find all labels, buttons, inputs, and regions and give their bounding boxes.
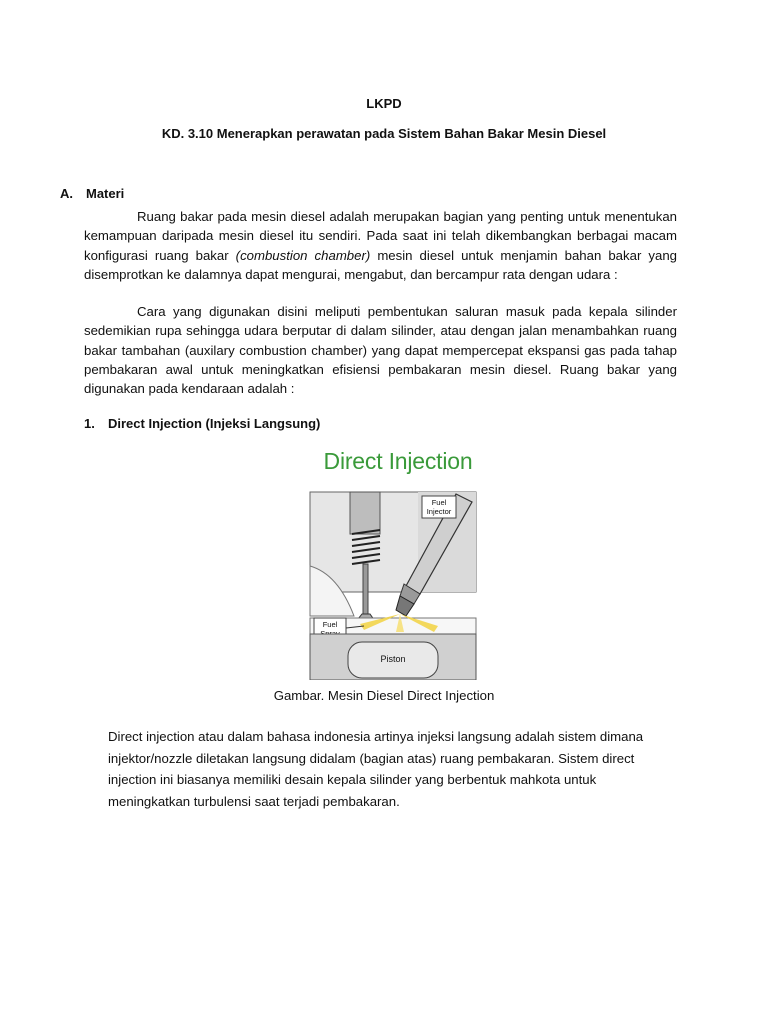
label-piston: Piston: [380, 654, 406, 664]
paragraph-3: Direct injection atau dalam bahasa indonesia artinya injeksi langsung adalah sistem dimana injektor/nozzle diletakan langsung didalam (bagian atas) ruang pembakaran. Sistem direct injection ini biasanya memiliki desain kepala silinder yang berbentuk mahkota untuk meningkatkan turbulensi saat terjadi pembakaran.: [108, 729, 644, 809]
section-a-heading: [60, 186, 124, 201]
item-1-label: Direct Injection (Injeksi Langsung): [108, 416, 321, 431]
valve-housing: [350, 492, 380, 534]
paragraph-1-text-before: Ruang bakar pada mesin diesel adalah merupakan bagian yang penting untuk menentukan kemampuan daripada mesin diesel itu sendiri. Pada saat ini telah dikembangkan berbagai macam konfigurasi ruang bakar: [84, 209, 677, 263]
figure-caption: Gambar. Mesin Diesel Direct Injection: [273, 688, 495, 703]
figure-title: Direct Injection: [323, 448, 473, 474]
item-1-marker: 1.: [84, 416, 95, 431]
paragraph-2-text: Cara yang digunakan disini meliputi pembentukan saluran masuk pada kepala silinder sedemikian rupa sehingga udara berputar di dalam silinder, atau dengan jalan menambahkan ruang bakar tambahan (auxilary combustion chamber) yang dapat mempercepat ekspansi gas pada tahap pembakaran awal untuk meningkatkan efisiensi pembakaran mesin diesel. Ruang bakar yang digunakan pada kendaraan adalah :: [84, 304, 677, 397]
paragraph-2: [84, 302, 677, 398]
document-title: LKPD: [366, 96, 402, 111]
label-fuel-injector-2: Injector: [426, 507, 452, 516]
label-fuel-injector-1: Fuel: [431, 498, 447, 507]
direct-injection-figure: [308, 446, 488, 680]
item-1-heading: [84, 416, 320, 431]
paragraph-1: [84, 207, 677, 284]
valve-stem: [363, 564, 368, 616]
engine-diagram: [308, 446, 488, 680]
section-a-marker: A.: [60, 186, 73, 201]
document-subtitle: KD. 3.10 Menerapkan perawatan pada Sistem Bahan Bakar Mesin Diesel: [161, 126, 607, 141]
paragraph-1-italic: (combustion chamber): [235, 247, 371, 263]
paragraph-1-text-after: mesin diesel untuk menjamin bahan bakar yang disemprotkan ke dalamnya dapat mengurai, mengabut, dan bercampur rata dengan udara :: [84, 247, 677, 282]
section-a-label: Materi: [86, 186, 125, 201]
label-fuel-spray-1: Fuel: [322, 620, 338, 629]
